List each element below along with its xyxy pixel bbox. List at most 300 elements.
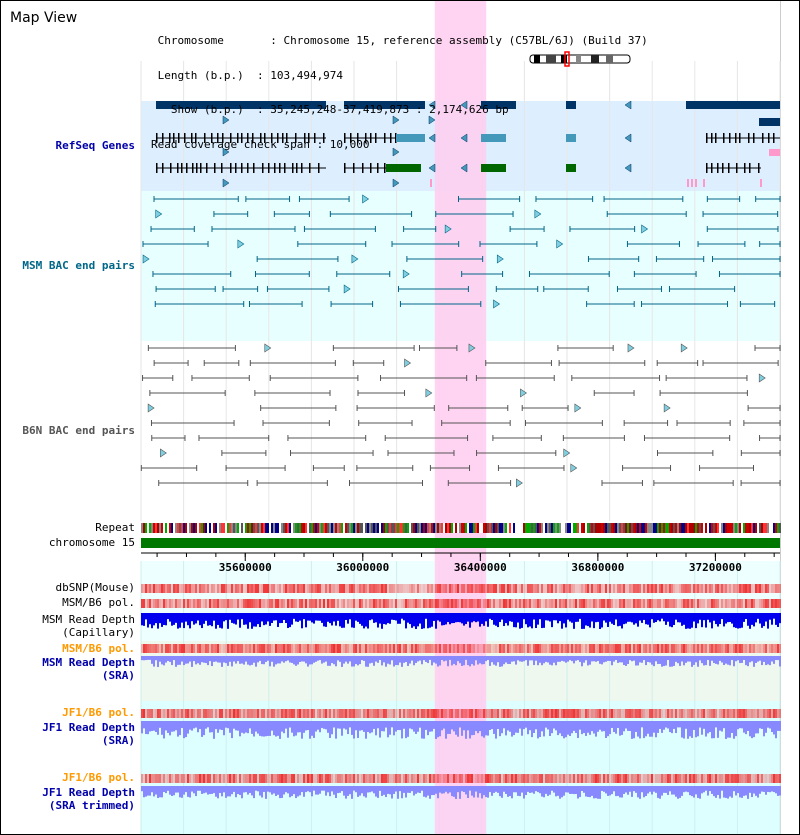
polymorphism-cell bbox=[311, 709, 313, 718]
read-depth-bar bbox=[379, 721, 381, 738]
polymorphism-cell bbox=[629, 644, 631, 653]
read-depth-bar bbox=[623, 721, 625, 731]
polymorphism-cell bbox=[777, 774, 779, 783]
read-depth-bar bbox=[703, 613, 705, 620]
polymorphism-cell bbox=[749, 774, 751, 783]
jf1-depth-sra-label[interactable]: JF1 Read Depth bbox=[42, 721, 135, 734]
jf1-depth-trim-label[interactable]: JF1 Read Depth bbox=[42, 786, 135, 799]
polymorphism-cell bbox=[433, 599, 435, 608]
read-depth-bar bbox=[657, 656, 659, 664]
read-depth-bar bbox=[213, 721, 215, 739]
read-depth-bar bbox=[365, 786, 367, 798]
read-depth-bar bbox=[275, 786, 277, 796]
polymorphism-cell bbox=[389, 644, 391, 653]
polymorphism-cell bbox=[215, 584, 217, 593]
polymorphism-cell bbox=[191, 644, 193, 653]
polymorphism-cell bbox=[475, 774, 477, 783]
read-depth-bar bbox=[421, 786, 423, 791]
polymorphism-cell bbox=[627, 584, 629, 593]
read-depth-bar bbox=[511, 786, 513, 798]
read-depth-bar bbox=[347, 613, 349, 624]
read-depth-bar bbox=[505, 613, 507, 623]
read-depth-bar bbox=[601, 613, 603, 627]
polymorphism-cell bbox=[335, 584, 337, 593]
repeat-element bbox=[647, 523, 649, 533]
read-depth-bar bbox=[175, 721, 177, 730]
read-depth-bar bbox=[609, 786, 611, 795]
read-depth-bar bbox=[213, 786, 215, 793]
polymorphism-cell bbox=[651, 644, 653, 653]
polymorphism-cell bbox=[355, 584, 357, 593]
read-depth-bar bbox=[627, 656, 629, 664]
read-depth-bar bbox=[201, 786, 203, 794]
polymorphism-cell bbox=[217, 774, 219, 783]
polymorphism-cell bbox=[435, 584, 437, 593]
polymorphism-cell bbox=[159, 584, 161, 593]
read-depth-bar bbox=[565, 786, 567, 792]
polymorphism-cell bbox=[693, 774, 695, 783]
read-depth-bar bbox=[243, 656, 245, 665]
polymorphism-cell bbox=[459, 599, 461, 608]
polymorphism-cell bbox=[205, 584, 207, 593]
polymorphism-cell bbox=[299, 774, 301, 783]
read-depth-bar bbox=[407, 656, 409, 666]
polymorphism-cell bbox=[559, 584, 561, 593]
read-depth-bar bbox=[689, 721, 691, 736]
polymorphism-cell bbox=[383, 774, 385, 783]
read-depth-bar bbox=[609, 656, 611, 661]
read-depth-bar bbox=[533, 786, 535, 794]
read-depth-bar bbox=[259, 721, 261, 736]
polymorphism-cell bbox=[645, 584, 647, 593]
polymorphism-cell bbox=[473, 599, 475, 608]
polymorphism-cell bbox=[751, 774, 753, 783]
read-depth-bar bbox=[307, 721, 309, 730]
polymorphism-cell bbox=[209, 644, 211, 653]
read-depth-bar bbox=[597, 613, 599, 622]
polymorphism-cell bbox=[411, 709, 413, 718]
read-depth-bar bbox=[241, 613, 243, 619]
polymorphism-cell bbox=[571, 774, 573, 783]
read-depth-bar bbox=[539, 656, 541, 663]
repeat-element bbox=[261, 523, 263, 533]
polymorphism-cell bbox=[721, 599, 723, 608]
read-depth-bar bbox=[309, 613, 311, 621]
polymorphism-cell bbox=[671, 709, 673, 718]
repeat-element bbox=[403, 523, 405, 533]
repeat-element bbox=[571, 523, 573, 533]
polymorphism-cell bbox=[501, 584, 503, 593]
read-depth-bar bbox=[629, 656, 631, 660]
read-depth-bar bbox=[437, 613, 439, 620]
polymorphism-cell bbox=[625, 644, 627, 653]
read-depth-bar bbox=[703, 656, 705, 665]
read-depth-bar bbox=[313, 613, 315, 624]
polymorphism-cell bbox=[189, 709, 191, 718]
polymorphism-cell bbox=[711, 774, 713, 783]
read-depth-bar bbox=[579, 786, 581, 797]
polymorphism-cell bbox=[605, 584, 607, 593]
read-depth-bar bbox=[301, 786, 303, 792]
read-depth-bar bbox=[471, 656, 473, 664]
polymorphism-cell bbox=[521, 584, 523, 593]
repeat-element bbox=[521, 523, 523, 533]
repeat-element bbox=[191, 523, 193, 533]
read-depth-bar bbox=[255, 786, 257, 791]
repeat-element bbox=[755, 523, 757, 533]
polymorphism-cell bbox=[351, 709, 353, 718]
polymorphism-cell bbox=[589, 584, 591, 593]
read-depth-bar bbox=[503, 721, 505, 728]
read-depth-bar bbox=[735, 786, 737, 795]
read-depth-bar bbox=[351, 656, 353, 667]
polymorphism-cell bbox=[255, 644, 257, 653]
polymorphism-cell bbox=[577, 644, 579, 653]
polymorphism-cell bbox=[289, 709, 291, 718]
polymorphism-cell bbox=[723, 599, 725, 608]
polymorphism-cell bbox=[305, 584, 307, 593]
msm-b6-pol-sra-label[interactable]: MSM/B6 pol. bbox=[62, 642, 135, 655]
polymorphism-cell bbox=[677, 709, 679, 718]
bac-single-end bbox=[516, 479, 522, 487]
polymorphism-cell bbox=[183, 774, 185, 783]
polymorphism-cell bbox=[277, 774, 279, 783]
read-depth-bar bbox=[525, 786, 527, 795]
read-depth-bar bbox=[345, 721, 347, 730]
polymorphism-cell bbox=[331, 599, 333, 608]
polymorphism-cell bbox=[689, 774, 691, 783]
repeat-element bbox=[533, 523, 535, 533]
polymorphism-cell bbox=[235, 774, 237, 783]
polymorphism-cell bbox=[279, 599, 281, 608]
polymorphism-cell bbox=[277, 644, 279, 653]
repeat-element bbox=[749, 523, 751, 533]
repeat-element bbox=[775, 523, 777, 533]
polymorphism-cell bbox=[753, 709, 755, 718]
polymorphism-cell bbox=[457, 599, 459, 608]
read-depth-bar bbox=[771, 613, 773, 625]
polymorphism-cell bbox=[585, 709, 587, 718]
repeat-element bbox=[147, 523, 149, 533]
repeat-element bbox=[217, 523, 219, 533]
polymorphism-cell bbox=[255, 709, 257, 718]
read-depth-bar bbox=[599, 613, 601, 629]
read-depth-bar bbox=[177, 656, 179, 665]
read-depth-bar bbox=[249, 721, 251, 728]
polymorphism-cell bbox=[239, 584, 241, 593]
polymorphism-cell bbox=[729, 709, 731, 718]
polymorphism-cell bbox=[559, 774, 561, 783]
read-depth-bar bbox=[403, 721, 405, 729]
repeat-element bbox=[365, 523, 367, 533]
polymorphism-cell bbox=[185, 774, 187, 783]
repeat-element bbox=[579, 523, 581, 533]
read-depth-bar bbox=[411, 786, 413, 791]
polymorphism-cell bbox=[557, 644, 559, 653]
read-depth-bar bbox=[329, 721, 331, 738]
read-depth-bar bbox=[231, 656, 233, 666]
read-depth-bar bbox=[295, 656, 297, 666]
polymorphism-cell bbox=[423, 644, 425, 653]
polymorphism-cell bbox=[161, 644, 163, 653]
read-depth-bar bbox=[201, 613, 203, 628]
read-depth-bar bbox=[725, 656, 727, 664]
read-depth-bar bbox=[367, 613, 369, 629]
read-depth-bar bbox=[633, 721, 635, 738]
polymorphism-cell bbox=[753, 599, 755, 608]
polymorphism-cell bbox=[749, 709, 751, 718]
polymorphism-cell bbox=[279, 709, 281, 718]
read-depth-bar bbox=[477, 721, 479, 733]
polymorphism-cell bbox=[683, 774, 685, 783]
polymorphism-cell bbox=[499, 774, 501, 783]
repeat-element bbox=[517, 523, 519, 533]
read-depth-bar bbox=[709, 613, 711, 622]
read-depth-bar bbox=[143, 613, 145, 626]
polymorphism-cell bbox=[255, 584, 257, 593]
repeat-element bbox=[427, 523, 429, 533]
polymorphism-cell bbox=[369, 584, 371, 593]
repeat-element bbox=[159, 523, 161, 533]
repeat-element bbox=[677, 523, 679, 533]
read-depth-bar bbox=[487, 721, 489, 736]
polymorphism-cell bbox=[621, 644, 623, 653]
polymorphism-cell bbox=[449, 599, 451, 608]
read-depth-bar bbox=[717, 786, 719, 795]
repeat-element bbox=[151, 523, 153, 533]
read-depth-bar bbox=[643, 721, 645, 738]
read-depth-bar bbox=[267, 786, 269, 792]
read-depth-bar bbox=[203, 656, 205, 663]
polymorphism-cell bbox=[657, 709, 659, 718]
polymorphism-cell bbox=[697, 774, 699, 783]
polymorphism-cell bbox=[707, 584, 709, 593]
b6n-bac-label[interactable]: B6N BAC end pairs bbox=[22, 424, 135, 437]
read-depth-bar bbox=[165, 656, 167, 663]
read-depth-bar bbox=[735, 656, 737, 661]
polymorphism-cell bbox=[667, 709, 669, 718]
read-depth-bar bbox=[775, 721, 777, 738]
polymorphism-cell bbox=[377, 774, 379, 783]
polymorphism-cell bbox=[757, 644, 759, 653]
polymorphism-cell bbox=[255, 599, 257, 608]
msm-depth-sra-label[interactable]: MSM Read Depth bbox=[42, 656, 135, 669]
polymorphism-cell bbox=[591, 709, 593, 718]
read-depth-bar bbox=[611, 656, 613, 665]
polymorphism-cell bbox=[261, 774, 263, 783]
polymorphism-cell bbox=[245, 599, 247, 608]
read-depth-bar bbox=[703, 786, 705, 792]
repeat-element bbox=[477, 523, 479, 533]
repeat-element bbox=[421, 523, 423, 533]
polymorphism-cell bbox=[699, 644, 701, 653]
gene-marker bbox=[687, 179, 689, 187]
polymorphism-cell bbox=[393, 644, 395, 653]
polymorphism-cell bbox=[471, 774, 473, 783]
polymorphism-cell bbox=[603, 599, 605, 608]
read-depth-bar bbox=[537, 613, 539, 625]
repeat-element bbox=[617, 523, 619, 533]
read-depth-bar bbox=[395, 656, 397, 665]
polymorphism-cell bbox=[493, 599, 495, 608]
polymorphism-cell bbox=[679, 584, 681, 593]
polymorphism-cell bbox=[391, 644, 393, 653]
polymorphism-cell bbox=[663, 644, 665, 653]
polymorphism-cell bbox=[765, 584, 767, 593]
polymorphism-cell bbox=[209, 584, 211, 593]
repeat-element bbox=[157, 523, 159, 533]
polymorphism-cell bbox=[747, 774, 749, 783]
repeat-element bbox=[215, 523, 217, 533]
polymorphism-cell bbox=[731, 709, 733, 718]
axis-tick-label: 35600000 bbox=[218, 561, 272, 574]
polymorphism-cell bbox=[237, 599, 239, 608]
repeat-element bbox=[603, 523, 605, 533]
read-depth-bar bbox=[613, 613, 615, 625]
read-depth-bar bbox=[545, 656, 547, 662]
polymorphism-cell bbox=[169, 644, 171, 653]
polymorphism-cell bbox=[403, 584, 405, 593]
polymorphism-cell bbox=[177, 709, 179, 718]
polymorphism-cell bbox=[689, 584, 691, 593]
dbsnp-label[interactable]: dbSNP(Mouse) bbox=[55, 581, 135, 594]
polymorphism-cell bbox=[707, 599, 709, 608]
polymorphism-cell bbox=[643, 709, 645, 718]
read-depth-bar bbox=[261, 656, 263, 664]
jf1-b6-pol-label[interactable]: JF1/B6 pol. bbox=[62, 706, 135, 719]
read-depth-bar bbox=[417, 613, 419, 626]
read-depth-bar bbox=[697, 613, 699, 623]
read-depth-bar bbox=[519, 721, 521, 729]
polymorphism-cell bbox=[393, 709, 395, 718]
polymorphism-cell bbox=[407, 774, 409, 783]
read-depth-bar bbox=[683, 656, 685, 665]
info-show-range: Show (b.p.) : 35,245,248-37,419,873 : 2,174,626 bp bbox=[151, 103, 509, 116]
polymorphism-cell bbox=[467, 644, 469, 653]
polymorphism-cell bbox=[553, 774, 555, 783]
polymorphism-cell bbox=[445, 644, 447, 653]
read-depth-bar bbox=[547, 721, 549, 729]
polymorphism-cell bbox=[581, 774, 583, 783]
read-depth-bar bbox=[693, 786, 695, 798]
polymorphism-cell bbox=[353, 774, 355, 783]
read-depth-bar bbox=[321, 721, 323, 728]
polymorphism-cell bbox=[505, 599, 507, 608]
polymorphism-cell bbox=[271, 709, 273, 718]
jf1-b6-pol-trim-label[interactable]: JF1/B6 pol. bbox=[62, 771, 135, 784]
polymorphism-cell bbox=[481, 584, 483, 593]
msm-depth-cap-label[interactable]: MSM Read Depth bbox=[42, 613, 135, 626]
polymorphism-cell bbox=[719, 599, 721, 608]
repeat-element bbox=[703, 523, 705, 533]
polymorphism-cell bbox=[325, 599, 327, 608]
read-depth-bar bbox=[163, 786, 165, 792]
msm-b6-pol-label[interactable]: MSM/B6 pol. bbox=[62, 596, 135, 609]
repeat-element bbox=[731, 523, 733, 533]
repeat-element bbox=[585, 523, 587, 533]
polymorphism-cell bbox=[541, 774, 543, 783]
read-depth-bar bbox=[715, 613, 717, 624]
polymorphism-cell bbox=[311, 774, 313, 783]
read-depth-bar bbox=[451, 786, 453, 796]
read-depth-bar bbox=[527, 721, 529, 734]
polymorphism-cell bbox=[167, 644, 169, 653]
read-depth-bar bbox=[315, 613, 317, 620]
polymorphism-cell bbox=[281, 584, 283, 593]
read-depth-bar bbox=[711, 613, 713, 628]
read-depth-bar bbox=[633, 786, 635, 791]
polymorphism-cell bbox=[379, 774, 381, 783]
repeat-element bbox=[341, 523, 343, 533]
bac-single-end bbox=[148, 404, 154, 412]
repeat-element bbox=[443, 523, 445, 533]
read-depth-bar bbox=[253, 786, 255, 798]
gene-marker bbox=[703, 179, 705, 187]
read-depth-bar bbox=[275, 613, 277, 620]
read-depth-bar bbox=[647, 613, 649, 625]
read-depth-bar bbox=[597, 786, 599, 799]
polymorphism-cell bbox=[225, 774, 227, 783]
read-depth-bar bbox=[465, 721, 467, 739]
polymorphism-cell bbox=[617, 584, 619, 593]
read-depth-bar bbox=[387, 656, 389, 664]
read-depth-bar bbox=[707, 721, 709, 733]
polymorphism-cell bbox=[767, 599, 769, 608]
read-depth-bar bbox=[543, 656, 545, 663]
read-depth-bar bbox=[591, 721, 593, 731]
read-depth-bar bbox=[271, 721, 273, 731]
read-depth-bar bbox=[521, 786, 523, 793]
msm-bac-label[interactable]: MSM BAC end pairs bbox=[22, 259, 135, 272]
read-depth-bar bbox=[693, 613, 695, 622]
read-depth-bar bbox=[353, 656, 355, 666]
read-depth-bar bbox=[755, 786, 757, 796]
polymorphism-cell bbox=[257, 599, 259, 608]
repeat-element bbox=[497, 523, 499, 533]
read-depth-bar bbox=[673, 786, 675, 795]
polymorphism-cell bbox=[739, 774, 741, 783]
polymorphism-cell bbox=[567, 774, 569, 783]
polymorphism-cell bbox=[223, 599, 225, 608]
polymorphism-cell bbox=[679, 709, 681, 718]
read-depth-bar bbox=[285, 721, 287, 729]
read-depth-bar bbox=[401, 613, 403, 619]
read-depth-bar bbox=[699, 721, 701, 728]
repeat-element bbox=[657, 523, 659, 533]
read-depth-bar bbox=[491, 656, 493, 662]
read-depth-bar bbox=[339, 721, 341, 729]
read-depth-bar bbox=[375, 613, 377, 622]
read-depth-bar bbox=[593, 656, 595, 661]
polymorphism-cell bbox=[441, 774, 443, 783]
read-depth-bar bbox=[675, 721, 677, 733]
read-depth-bar bbox=[629, 721, 631, 731]
polymorphism-cell bbox=[313, 644, 315, 653]
repeat-element bbox=[481, 523, 483, 533]
polymorphism-cell bbox=[363, 709, 365, 718]
polymorphism-cell bbox=[309, 599, 311, 608]
polymorphism-cell bbox=[445, 599, 447, 608]
refseq-label[interactable]: RefSeq Genes bbox=[55, 139, 135, 152]
read-depth-bar bbox=[235, 721, 237, 730]
read-depth-bar bbox=[643, 656, 645, 660]
polymorphism-cell bbox=[239, 599, 241, 608]
polymorphism-cell bbox=[213, 599, 215, 608]
read-depth-bar bbox=[407, 613, 409, 623]
read-depth-bar bbox=[465, 656, 467, 660]
read-depth-bar bbox=[163, 656, 165, 665]
polymorphism-cell bbox=[421, 584, 423, 593]
